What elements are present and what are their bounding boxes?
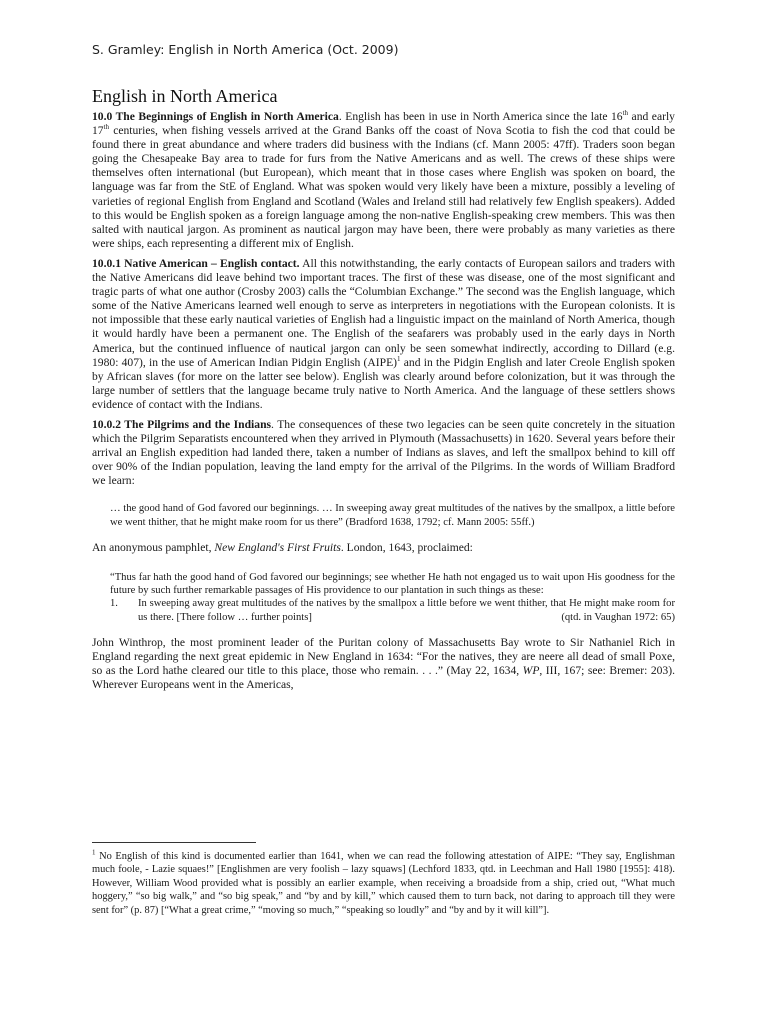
- list-number: 1.: [110, 598, 118, 610]
- paragraph-winthrop: John Winthrop, the most prominent leader of the Puritan colony of Massachusetts Bay wrote to Sir Nathaniel Rich in England regarding the next great epidemic in New England in 1634: “For the natives, they are neere all dead of small Poxe, so as the Lord hathe cleared our title to this place, those who remain. . . .” (May 22, 1634, WP, III, 167; see: Bremer: 203). Wherever Europeans went in the Americas,: [92, 635, 675, 692]
- block-quote-bradford: … the good hand of God favored our beginnings. … In sweeping away great multitudes of the natives by the smallpox, a little before we went thither, that he might make room for us there” (Bradford 1638, 1792; cf. Mann 2005: 55ff.): [110, 503, 675, 528]
- footnote-1: [92, 850, 675, 917]
- pamphlet-title: New England's First Fruits: [214, 540, 341, 554]
- quote-citation: (qtd. in Vaughan 1972: 65): [561, 611, 675, 623]
- section-heading-10-0: 10.0 The Beginnings of English in North America: [92, 110, 339, 123]
- section-heading-10-0-1: 10.0.1 Native American – English contact.: [92, 256, 300, 270]
- block-quote-pamphlet: “Thus far hath the good hand of God favored our beginnings; see whether He hath not engaged us to wait upon His goodness for the future by such further remarkable passages of His providence to our plantation in such things as these:: [110, 571, 675, 597]
- running-header: S. Gramley: English in North America (Oct. 2009): [92, 42, 399, 57]
- document-body: [92, 110, 675, 698]
- footnote-reference[interactable]: 1: [397, 354, 401, 363]
- footnote-separator: [92, 842, 256, 843]
- document-title: English in North America: [92, 86, 278, 106]
- paragraph-10-0-1: 10.0.1 Native American – English contact. All this notwithstanding, the early contacts of European sailors and traders with the Native Americans did leave behind two important traces. The first of these was disease, one of the most significant and tragic parts of what one author (Crosby 2003) calls the “Columbian Exchange.” The second was the English language, which some of the Native Americans learned well enough to serve as interpreters in negotiations with the European colonists. It is not impossible that these early nautical varieties of English had a linguistic impact on the mainland of North America, though it would hardly have been a permanent one. The English of the seafarers was probably used in the early days in North America, but the continued influence of nautical jargon can only be seen somewhat indirectly, according to Dillard (e.g. 1980: 407), in the use of American Indian Pidgin English (AIPE)$^1$ and in the Pidgin English and later Creole English spoken by African slaves (for more on the latter see below). English was clearly around before colonization, but it was through the large number of settlers that the language became truly native to North America. And the language of these settlers shows evidence of contact with the Indians.: [92, 256, 675, 411]
- section-heading-10-0-2: 10.0.2 The Pilgrims and the Indians: [92, 417, 272, 431]
- numbered-list-item: [110, 597, 675, 623]
- paragraph-10-0-2: 10.0.2 The Pilgrims and the Indians. The consequences of these two legacies can be seen quite concretely in the situation which the Pilgrim Separatists encountered when they arrived in Plymouth (Massachusetts) in 1620. Several years before their arrival an English expedition had landed there, taken a number of Indians as slaves, and left the smallpox behind to kill off over 90% of the Indian population, leaving the land empty for the arrival of the Pilgrims. In the words of William Bradford we learn:: [92, 417, 675, 488]
- paragraph-pamphlet: An anonymous pamphlet, New England's First Fruits. London, 1643, proclaimed:: [92, 540, 473, 554]
- footnote-mark: 1: [92, 848, 96, 857]
- source-abbrev: WP: [522, 663, 540, 677]
- paragraph-10-0: 10.0 The Beginnings of English in North America. English has been in use in North America since the late 16th and early 17th centuries, when fishing vessels arrived at the Grand Banks off the coast of Nova Scotia to fish the cod that could be found there in great abundance and where traders did business with the Indians (cf. Mann 2005: 47ff). Traders soon began going the Chesapeake Bay area to trade for furs from the Native Americans and as well. The crews of these ships were themselves often international (but European), which meant that in those cases where English was spoken on board, the language was far from the StE of England. What was spoken would very likely have been a mixture, possibly a leveling of varieties of regional English from England and Scotland (Wales and Ireland still had relatively few English speakers). Added to this would be English spoken as a foreign language among the non-native English-speaking crew members. This was then salted with nautical jargon. As prominent as nautical jargon may have been, there were probably as many varieties as there were ships, each representing a different mix of English.: [92, 109, 675, 250]
- list-item-text: In sweeping away great multitudes of the natives by the smallpox a little before we went thither, that He might make room for us there. [There follow … further points]: [138, 598, 675, 623]
- footnote-text: No English of this kind is documented earlier than 1641, when we can read the following attestation of AIPE: “They say, Englishman much foole, - Lazie squaes!” [Englishmen are very foolish – lazy squaws] (Lechford 1833, qtd. in Leechman and Hall 1980 [1955]: 418). However, William Wood provided what is possibly an earlier example, when receiving a broadside from a ship, cried out, “What much hoggery,” “so big walk,” and “so big speak,” and “by and by kill,” which caused them to turn back, not daring to approach till they were sent for” (p. 87) [“What a great crime,” “moving so much,” “speaking so loudly” and “by and by it will kill”].: [92, 851, 675, 916]
